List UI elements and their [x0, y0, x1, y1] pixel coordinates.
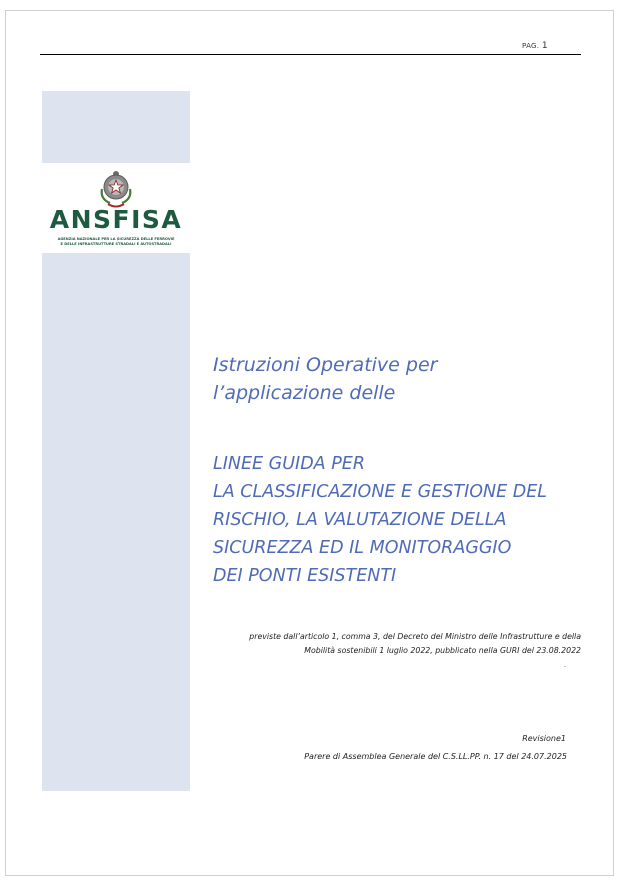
ansfisa-subtitle [44, 237, 188, 247]
decree-reference-line: previste dall’articolo 1, comma 3, del Decreto del Ministro delle Infrastrutture e della [249, 632, 581, 641]
ansfisa-logo [42, 163, 190, 253]
header-rule [40, 54, 581, 55]
revision-label: Revisione1 [522, 734, 566, 743]
decree-reference [200, 630, 581, 658]
guidelines-line: RISCHIO, LA VALUTAZIONE DELLA [213, 510, 507, 530]
guidelines-line: SICUREZZA ED IL MONITORAGGIO [213, 538, 512, 558]
ansfisa-subtitle-line1: AGENZIA NAZIONALE PER LA SICUREZZA DELLE FERROVIE [57, 237, 175, 241]
guidelines-title [213, 450, 593, 590]
page-number-label [522, 41, 548, 51]
ansfisa-subtitle-line2: E DELLE INFRASTRUTTURE STRADALI E AUTOSTRADALI [60, 242, 172, 246]
page-label-text: PAG. [522, 42, 540, 50]
title-line: l’applicazione delle [213, 382, 396, 404]
guidelines-line: LINEE GUIDA PER [213, 454, 365, 474]
guidelines-line: DEI PONTI ESISTENTI [213, 566, 397, 586]
document-title [213, 351, 593, 407]
ansfisa-wordmark: ANSFISA [49, 205, 183, 234]
parere-text: Parere di Assemblea Generale del C.S.LL.PP. n. 17 del 24.07.2025 [304, 752, 567, 761]
guidelines-line: LA CLASSIFICAZIONE E GESTIONE DEL [213, 482, 547, 502]
trailing-dot: . [564, 661, 567, 669]
title-line: Istruzioni Operative per [213, 354, 438, 376]
page-number: 1 [541, 41, 548, 51]
decree-reference-line: Mobilità sostenibili 1 luglio 2022, pubblicato nella GURI del 23.08.2022 [304, 646, 581, 655]
